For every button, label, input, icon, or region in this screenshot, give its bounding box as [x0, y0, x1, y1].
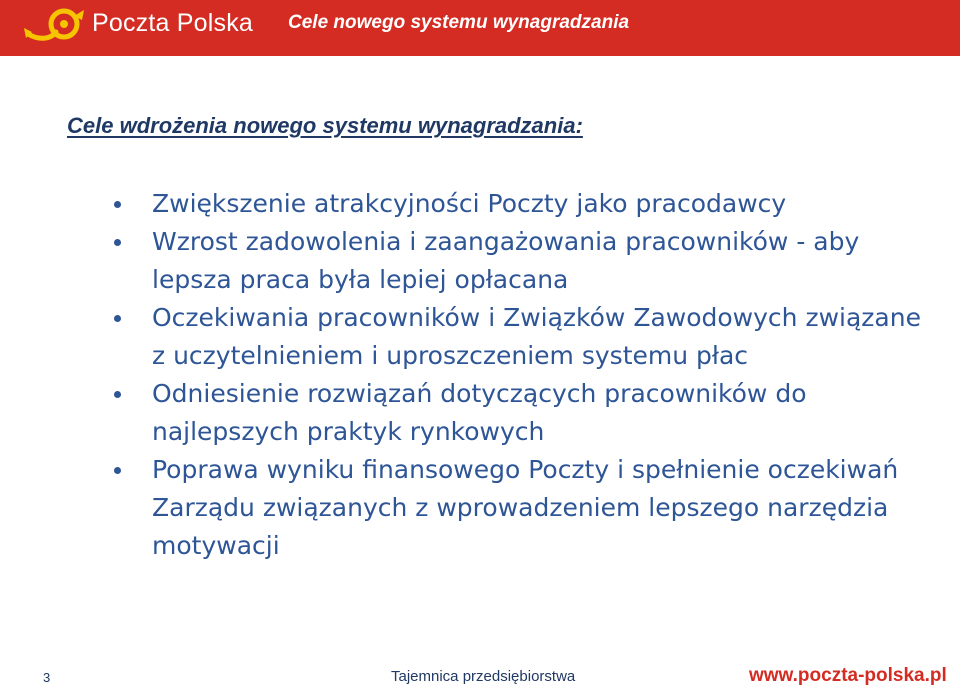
- list-item: [110, 223, 930, 299]
- list-item-text: Wzrost zadowolenia i zaangażowania pracowników - aby lepsza praca była lepiej opłacana: [152, 227, 860, 294]
- bullet-icon: [114, 467, 121, 474]
- list-item-text: Poprawa wyniku finansowego Poczty i spełnienie oczekiwań Zarządu związanych z wprowadzeniem lepszego narzędzia motywacji: [152, 455, 899, 560]
- header-title: Cele nowego systemu wynagradzania: [288, 12, 630, 33]
- bullet-list: [110, 185, 930, 565]
- page-title: Cele wdrożenia nowego systemu wynagradzania:: [67, 113, 583, 138]
- header-bar: [0, 0, 960, 56]
- bullet-icon: [114, 239, 121, 246]
- confidentiality-note: Tajemnica przedsiębiorstwa: [391, 668, 576, 685]
- list-item: [110, 185, 930, 223]
- page-number: 3: [43, 670, 51, 685]
- list-item-text: Oczekiwania pracowników i Związków Zawodowych związane z uczytelnieniem i uproszczeniem systemu płac: [152, 303, 921, 370]
- bullet-icon: [114, 391, 121, 398]
- bullet-icon: [114, 315, 121, 322]
- post-horn-icon: [20, 4, 88, 48]
- list-item: [110, 375, 930, 451]
- list-item-text: Zwiększenie atrakcyjności Poczty jako pracodawcy: [152, 189, 787, 218]
- bullet-icon: [114, 201, 121, 208]
- list-item-text: Odniesienie rozwiązań dotyczących pracowników do najlepszych praktyk rynkowych: [152, 379, 807, 446]
- list-item: [110, 299, 930, 375]
- website-link[interactable]: www.poczta-polska.pl: [749, 665, 947, 686]
- list-item: [110, 451, 930, 565]
- brand-name: Poczta Polska: [92, 9, 254, 37]
